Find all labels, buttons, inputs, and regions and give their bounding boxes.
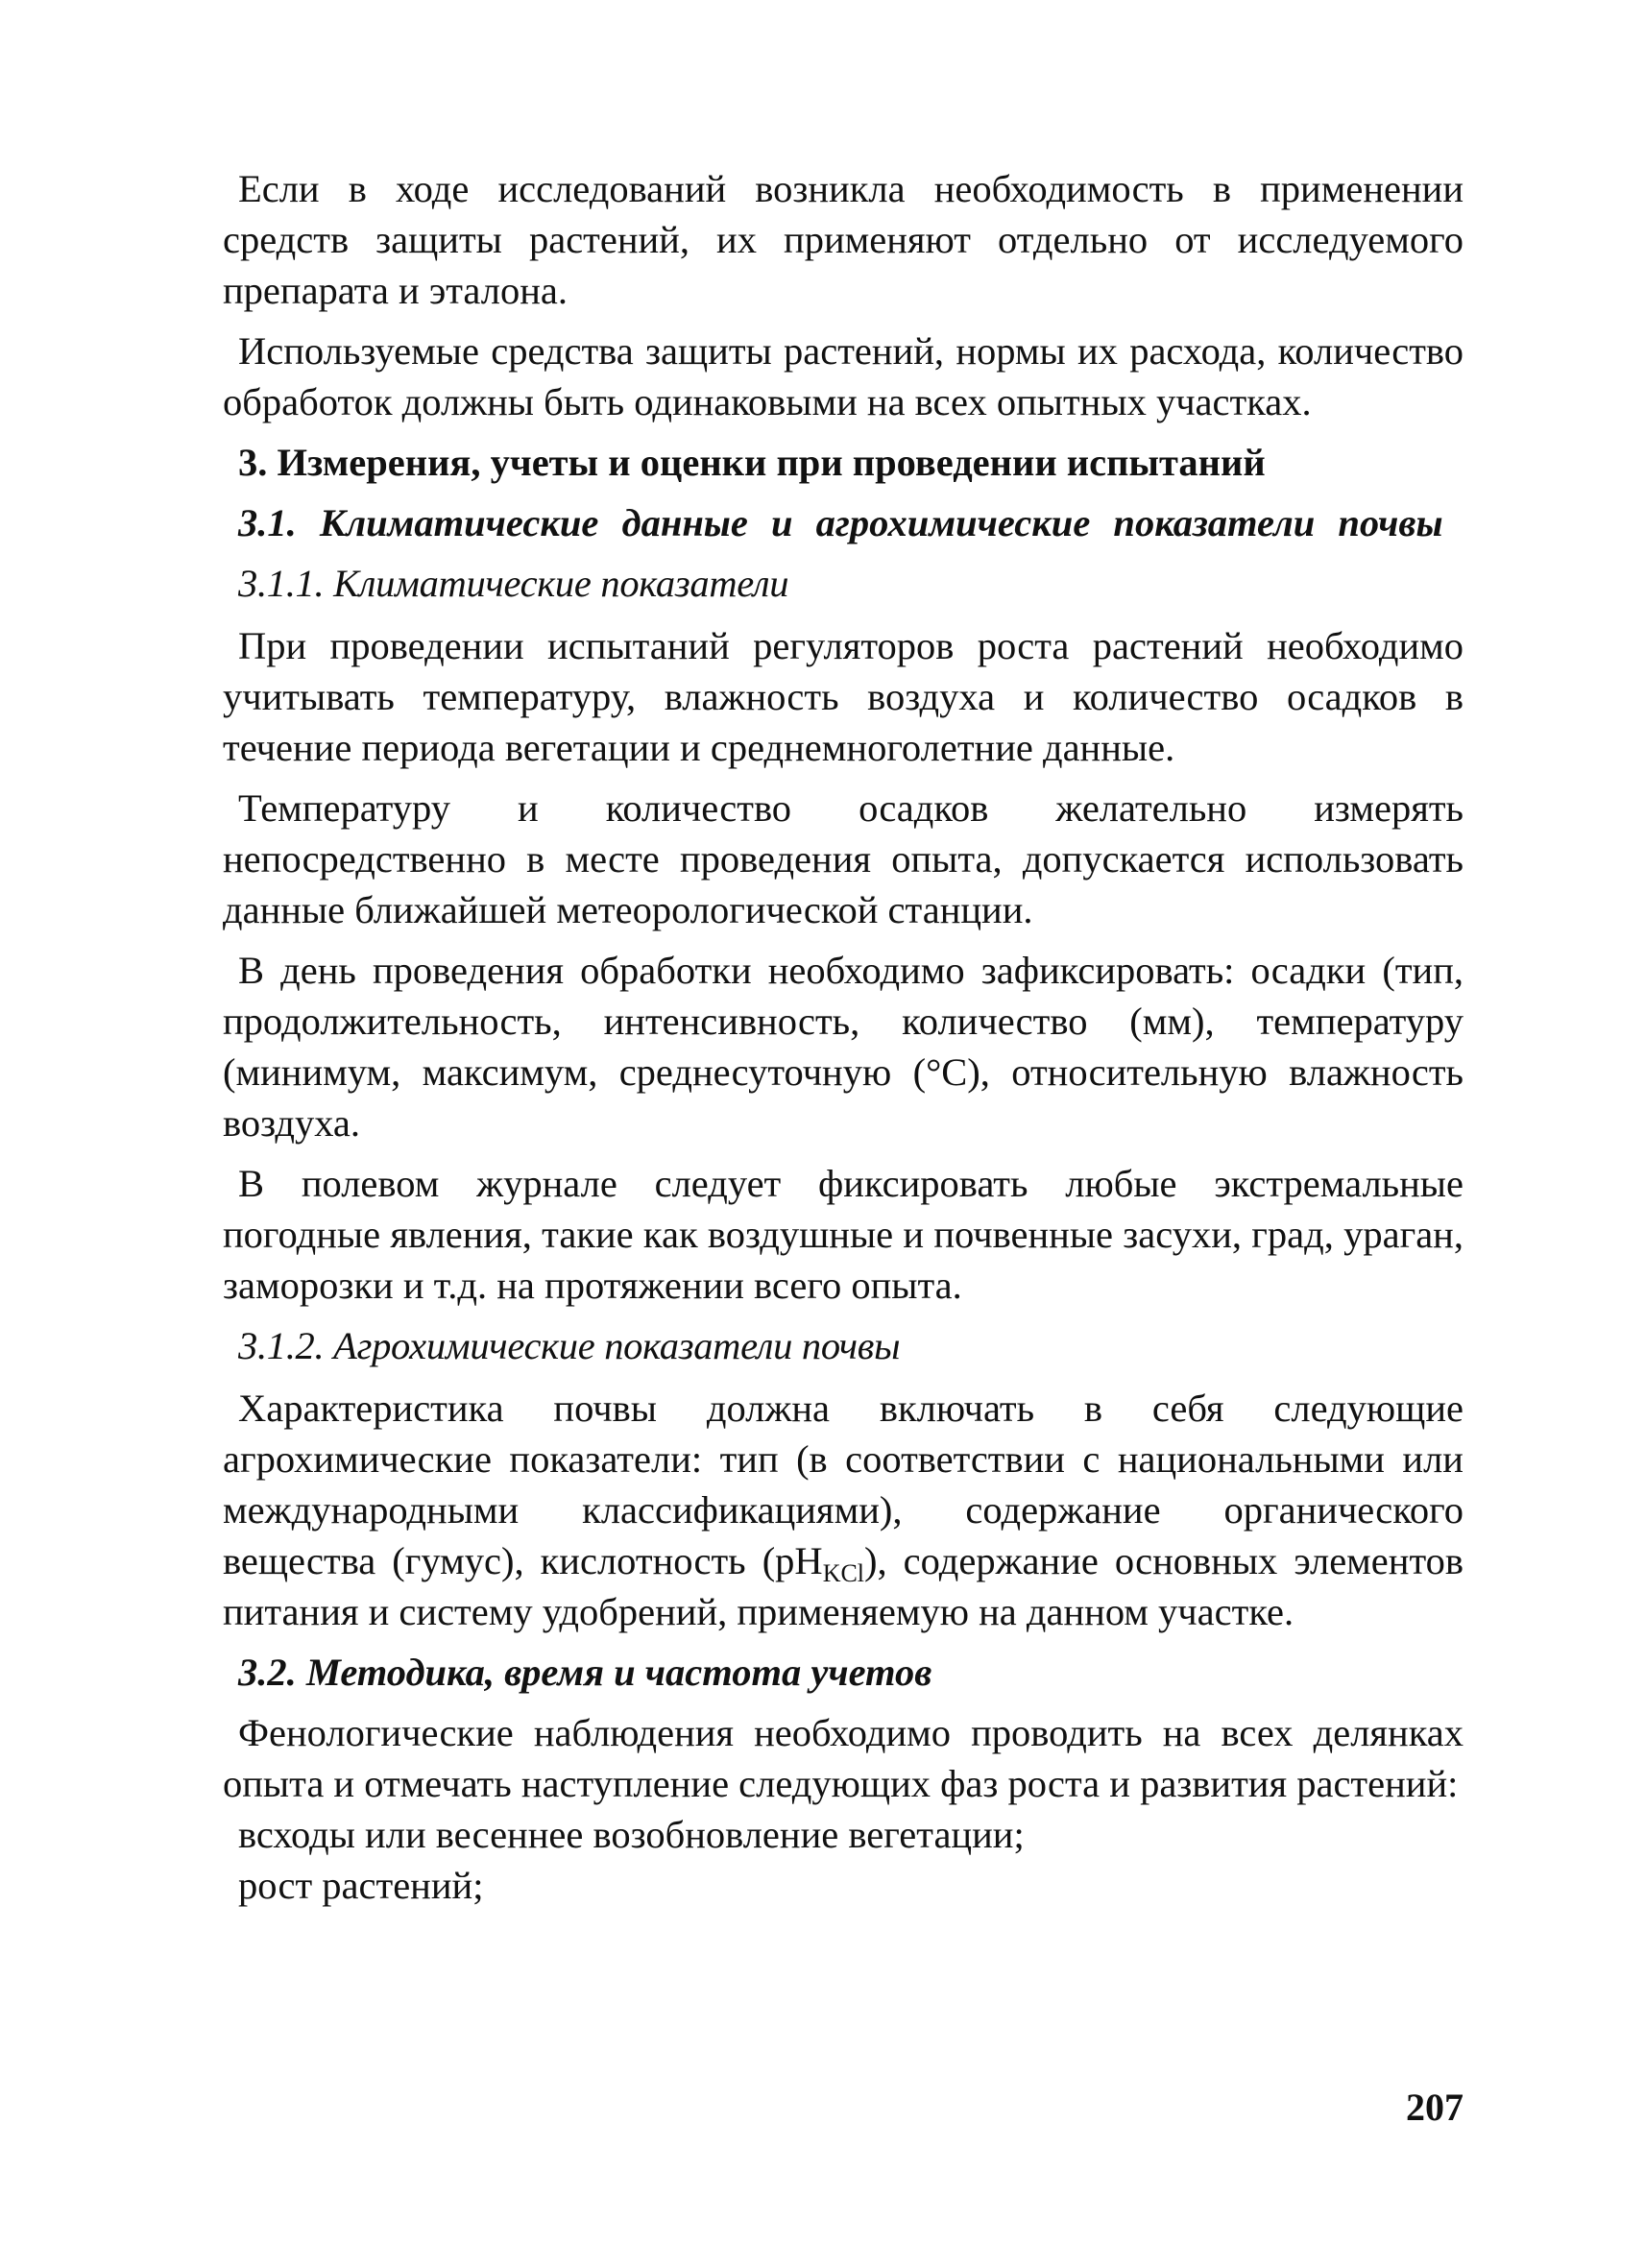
ph-subscript: KCl bbox=[822, 1559, 865, 1587]
list-item: всходы или весеннее возобновление вегетации; bbox=[238, 1813, 1025, 1856]
subsubsection-heading-3-1-1: 3.1.1. Климатические показатели bbox=[238, 562, 789, 605]
subsection-heading-3-1: 3.1. Климатические данные и агрохимические показатели почвы bbox=[238, 501, 1443, 544]
paragraph-phenology: Фенологические наблюдения необходимо проводить на всех делянках опыта и отмечать наступление следующих фаз роста и развития растений: bbox=[223, 1711, 1464, 1805]
soil-text-start: Характеристика почвы должна включать в себя следующие агрохимические показатели: тип (в соответствии с национальными или международными классификациями), содержание органического вещества (гумус), кислотность (pH bbox=[223, 1387, 1464, 1582]
paragraph-treatment-day: В день проведения обработки необходимо зафиксировать: осадки (тип, продолжительность, интенсивность, количество (мм), температуру (минимум, максимум, среднесуточную (°С), относительную влажность воздуха. bbox=[223, 949, 1464, 1145]
page-number: 207 bbox=[1406, 2086, 1464, 2129]
section-heading-3: 3. Измерения, учеты и оценки при проведении испытаний bbox=[238, 441, 1266, 484]
paragraph-soil-characteristics bbox=[223, 1383, 1464, 1637]
paragraph-plant-protection-separate: Если в ходе исследований возникла необходимость в применении средств защиты растений, их применяют отдельно от исследуемого препарата и эталона. bbox=[223, 167, 1464, 312]
list-item: рост растений; bbox=[238, 1864, 484, 1907]
page-content bbox=[223, 163, 1464, 1911]
paragraph-plant-protection-uniform: Используемые средства защиты растений, нормы их расхода, количество обработок должны быть одинаковыми на всех опытных участках. bbox=[223, 329, 1464, 423]
paragraph-extreme-weather: В полевом журнале следует фиксировать любые экстремальные погодные явления, такие как воздушные и почвенные засухи, град, ураган, заморозки и т.д. на протяжении всего опыта. bbox=[223, 1162, 1464, 1307]
paragraph-climate-record: При проведении испытаний регуляторов роста растений необходимо учитывать температуру, влажность воздуха и количество осадков в течение периода вегетации и среднемноголетние данные. bbox=[223, 624, 1464, 769]
subsubsection-heading-3-1-2: 3.1.2. Агрохимические показатели почвы bbox=[238, 1324, 901, 1367]
subsection-heading-3-2: 3.2. Методика, время и частота учетов bbox=[238, 1651, 932, 1694]
soil-text-end: ), содержание основных элементов питания и систему удобрений, применяемую на данном участке. bbox=[223, 1539, 1464, 1633]
paragraph-measure-on-site: Температуру и количество осадков желательно измерять непосредственно в месте проведения опыта, допускается использовать данные ближайшей метеорологической станции. bbox=[223, 786, 1464, 931]
